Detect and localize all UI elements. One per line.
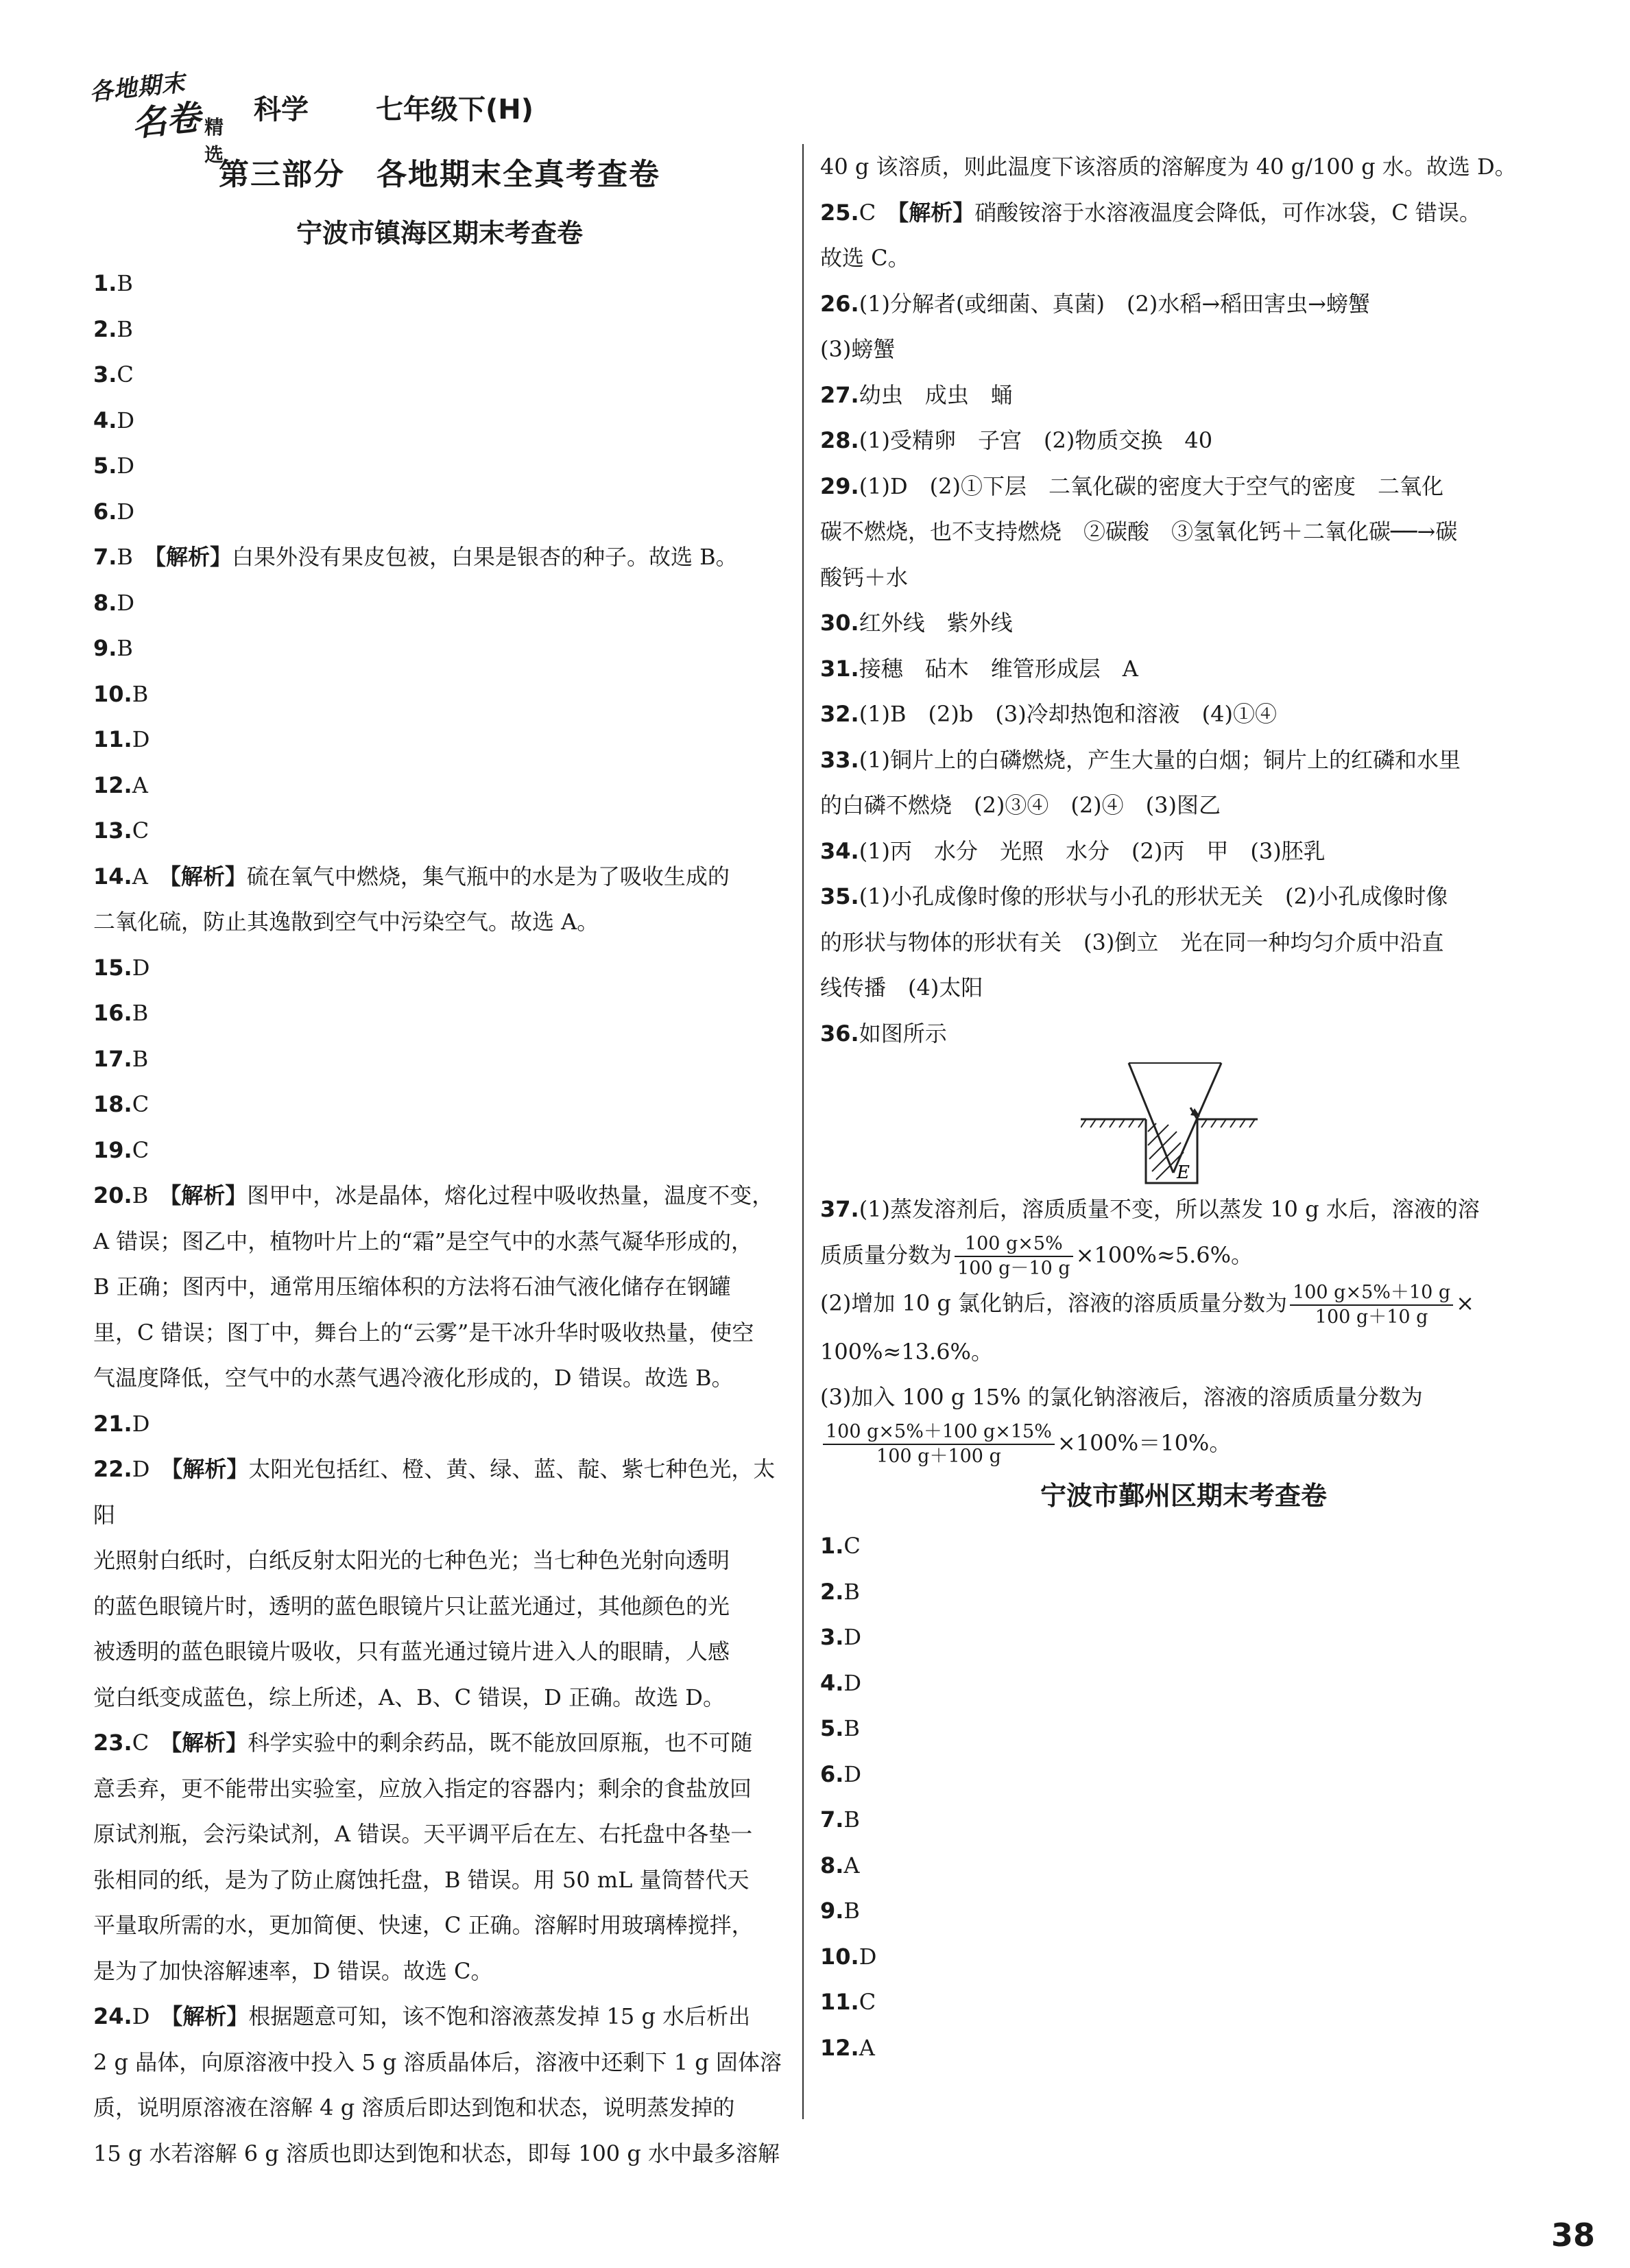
analysis-text: 根据题意可知，该不饱和溶液蒸发掉 15 g 水后析出: [248, 2003, 751, 2029]
answer-item: [820, 646, 1547, 692]
answer-choice: D: [843, 1760, 862, 1787]
answer-37-text: 质质量分数为: [820, 1241, 952, 1268]
answer-choice: 接穗 砧木 维管形成层 A: [859, 655, 1138, 682]
answer-item: [93, 625, 786, 671]
answer-choice: (1)铜片上的白磷燃烧，产生大量的白烟；铜片上的红磷和水里: [859, 746, 1461, 773]
answer-number: 7.: [93, 544, 117, 570]
answer-choice: D: [117, 453, 135, 479]
answer-list-zhenhai-right: [820, 144, 1547, 1056]
answer-choice: B: [117, 270, 133, 296]
answer-number: 1.: [820, 1533, 844, 1559]
answer-choice: A: [132, 772, 148, 798]
answer-continuation: 40 g 该溶质，则此温度下该溶质的溶解度为 40 g/100 g 水。故选 D。: [820, 154, 1517, 180]
answer-number: 35.: [820, 883, 859, 909]
answer-item: [820, 2025, 1547, 2071]
answer-item: [820, 1011, 1547, 1057]
fraction-2-denominator: 100 g＋10 g: [1315, 1306, 1428, 1328]
answer-item: [93, 671, 786, 717]
answer-choice: B: [843, 1806, 860, 1833]
answer-item: [820, 1660, 1547, 1706]
answer-continuation: (3)螃蟹: [820, 336, 896, 362]
answer-number: 24.: [93, 2003, 132, 2029]
answer-number: 6.: [820, 1760, 844, 1787]
answer-number: 13.: [93, 817, 132, 844]
answer-choice: B: [117, 315, 133, 342]
answer-item: [93, 1720, 786, 1766]
answer-item: [820, 1752, 1547, 1798]
answer-number: 6.: [93, 498, 117, 525]
answer-number: 3.: [93, 361, 117, 387]
fraction-3-denominator: 100 g＋100 g: [876, 1446, 1001, 1467]
analysis-text: 白果外没有果皮包被，白果是银杏的种子。故选 B。: [231, 544, 738, 570]
answer-number: 21.: [93, 1410, 132, 1437]
answer-continuation: 2 g 晶体，向原溶液中投入 5 g 溶质晶体后，溶液中还剩下 1 g 固体溶: [93, 2049, 782, 2075]
fraction-2: [1290, 1281, 1453, 1329]
answer-continuation: B 正确；图丙中，通常用压缩体积的方法将石油气液化储存在钢罐: [93, 1274, 731, 1300]
left-column: [93, 144, 786, 2176]
answer-number: 31.: [820, 655, 859, 682]
answer-number: 25.: [820, 199, 859, 226]
answer-choice: C: [132, 817, 149, 844]
answer-continuation: 的白磷不燃烧 (2)③④ (2)④ (3)图乙: [820, 792, 1221, 818]
answer-37: [820, 1186, 1547, 1232]
answer-item: [93, 352, 786, 398]
analysis-tag: 【解析】: [898, 199, 975, 226]
logo-line3: 精选: [204, 116, 224, 166]
answer-choice: C: [117, 361, 134, 387]
answer-number: 32.: [820, 701, 859, 727]
answer-37-number: 37.: [820, 1196, 859, 1222]
answer-number: 27.: [820, 381, 859, 408]
answer-continuation: 被透明的蓝色眼镜片吸收，只有蓝光通过镜片进入人的眼睛，人感: [93, 1638, 730, 1664]
analysis-text: 硫在氧气中燃烧，集气瓶中的水是为了吸收生成的: [246, 863, 730, 890]
answer-choice: (1)B (2)b (3)冷却热饱和溶液 (4)①④: [859, 701, 1278, 727]
answer-item: [93, 261, 786, 307]
answer-number: 23.: [93, 1730, 132, 1756]
answer-item: [93, 1036, 786, 1082]
answer-continuation: 张相同的纸，是为了防止腐蚀托盘，B 错误。用 50 mL 量筒替代天: [93, 1866, 750, 1893]
answer-choice: C: [132, 1091, 149, 1117]
answer-number: 4.: [93, 407, 117, 433]
answer-item: [820, 281, 1547, 327]
answer-number: 4.: [820, 1669, 844, 1696]
answer-number: 15.: [93, 954, 132, 981]
answer-choice: C: [859, 199, 876, 226]
answer-number: 5.: [820, 1715, 844, 1741]
analysis-tag: 【解析】: [154, 544, 232, 570]
answer-continuation: 是为了加快溶解速率，D 错误。故选 C。: [93, 1957, 493, 1984]
answer-item: [93, 1446, 786, 1538]
answer-item: [820, 418, 1547, 464]
answer-choice: (1)丙 水分 光照 水分 (2)丙 甲 (3)胚乳: [859, 837, 1326, 864]
answer-number: 19.: [93, 1136, 132, 1163]
answer-37-part3b: [820, 1420, 1547, 1469]
answer-37-line2: [820, 1232, 1547, 1281]
answer-item: [820, 874, 1547, 920]
answer-37-line1: (1)蒸发溶剂后，溶质质量不变，所以蒸发 10 g 水后，溶液的溶: [859, 1196, 1480, 1222]
answer-number: 2.: [820, 1578, 844, 1605]
answer-item: [93, 398, 786, 444]
series-logo: [88, 69, 233, 166]
analysis-text: 图甲中，冰是晶体，熔化过程中吸收热量，温度不变，: [247, 1182, 774, 1208]
answer-number: 26.: [820, 290, 859, 317]
fraction-1-numerator: 100 g×5%: [955, 1232, 1073, 1257]
answer-number: 36.: [820, 1020, 859, 1047]
answer-continuation: 光照射白纸时，白纸反射太阳光的七种色光；当七种色光射向透明: [93, 1547, 730, 1573]
answer-number: 14.: [93, 863, 132, 890]
analysis-tag: 【解析】: [171, 1456, 249, 1482]
answer-item: [93, 854, 786, 900]
answer-continuation: 觉白纸变成蓝色，综上所述，A、B、C 错误，D 正确。故选 D。: [93, 1684, 725, 1710]
answer-choice: A: [859, 2034, 875, 2061]
answer-continuation: 碳不燃烧，也不支持燃烧 ②碳酸 ③氢氧化钙＋二氧化碳──→碳: [820, 518, 1458, 545]
answer-continuation: 酸钙＋水: [820, 564, 909, 590]
answer-choice: D: [117, 498, 135, 525]
answer-item: [93, 717, 786, 763]
answer-item: [93, 443, 786, 489]
answer-item: [820, 1797, 1547, 1843]
answer-choice: B: [117, 635, 133, 661]
answer-number: 16.: [93, 1000, 132, 1026]
subject-label: 科学: [254, 94, 309, 126]
answer-choice: D: [132, 726, 150, 752]
refraction-figure: [820, 1056, 1547, 1186]
answer-choice: 红外线 紫外线: [859, 610, 1013, 636]
answer-37-part2-times: ×: [1456, 1290, 1474, 1316]
answer-choice: D: [132, 954, 150, 981]
answer-continuation: 平量取所需的水，更加简便、快速，C 正确。溶解时用玻璃棒搅拌，: [93, 1912, 754, 1938]
answer-37-part2b: 100%≈13.6%。: [820, 1338, 993, 1365]
answer-number: 10.: [93, 680, 132, 707]
answer-choice: B: [843, 1578, 860, 1605]
answer-item: [820, 1979, 1547, 2025]
answer-number: 22.: [93, 1456, 132, 1482]
answer-choice: D: [859, 1943, 877, 1970]
answer-choice: C: [132, 1730, 149, 1756]
answer-choice: D: [843, 1669, 862, 1696]
answer-continuation: A 错误；图乙中，植物叶片上的“霜”是空气中的水蒸气凝华形成的，: [93, 1228, 754, 1254]
part-title: 第三部分 各地期末全真考查卷: [219, 157, 660, 192]
answer-choice: (1)D (2)①下层 二氧化碳的密度大于空气的密度 二氧化: [859, 473, 1444, 499]
answer-continuation: 质，说明原溶液在溶解 4 g 溶质后即达到饱和状态，说明蒸发掉的: [93, 2094, 735, 2121]
answer-choice: 幼虫 成虫 蛹: [859, 381, 1013, 408]
answer-item: [93, 307, 786, 353]
answer-choice: B: [132, 1182, 149, 1208]
answer-item: [820, 1888, 1547, 1934]
answer-number: 9.: [93, 635, 117, 661]
answer-item: [820, 600, 1547, 646]
figure-label-e: E: [1177, 1162, 1190, 1183]
answer-item: [93, 489, 786, 535]
answer-number: 12.: [93, 772, 132, 798]
answer-number: 34.: [820, 837, 859, 864]
answer-continuation: 意丢弃，更不能带出实验室，应放入指定的容器内；剩余的食盐放回: [93, 1775, 752, 1802]
answer-number: 18.: [93, 1091, 132, 1117]
analysis-text: 硝酸铵溶于水溶液温度会降低，可作冰袋，C 错误。: [974, 199, 1481, 226]
answer-item: [820, 190, 1547, 236]
answer-choice: D: [843, 1624, 862, 1650]
answer-choice: (1)分解者(或细菌、真菌) (2)水稻→稻田害虫→螃蟹: [859, 290, 1370, 317]
fraction-3-numerator: 100 g×5%＋100 g×15%: [823, 1420, 1055, 1445]
answer-item: [93, 580, 786, 626]
answer-continuation: 里，C 错误；图丁中，舞台上的“云雾”是干冰升华时吸收热量，使空: [93, 1319, 754, 1346]
answer-choice: B: [132, 1045, 149, 1072]
page-number: 38: [1551, 2217, 1596, 2254]
answer-item: [820, 1706, 1547, 1752]
answer-item: [93, 1401, 786, 1447]
answer-number: 10.: [820, 1943, 859, 1970]
answer-choice: D: [117, 407, 135, 433]
answer-item: [820, 464, 1547, 510]
answer-number: 30.: [820, 610, 859, 636]
column-divider: [802, 144, 804, 2119]
answer-choice: A: [843, 1852, 860, 1878]
answer-continuation: 原试剂瓶，会污染试剂，A 错误。天平调平后在左、右托盘中各垫一: [93, 1821, 753, 1847]
answer-item: [820, 1569, 1547, 1615]
answer-37-part2: [820, 1280, 1547, 1329]
answer-number: 28.: [820, 427, 859, 453]
answer-item: [820, 1523, 1547, 1569]
answer-number: 9.: [820, 1898, 844, 1924]
analysis-tag: 【解析】: [171, 1730, 248, 1756]
answer-continuation: 二氧化硫，防止其逸散到空气中污染空气。故选 A。: [93, 909, 599, 935]
answer-item: [820, 828, 1547, 874]
answer-choice: C: [132, 1136, 149, 1163]
answer-number: 20.: [93, 1182, 132, 1208]
answer-item: [93, 534, 786, 580]
answer-37-part2-text: (2)增加 10 g 氯化钠后，溶液的溶质质量分数为: [820, 1290, 1288, 1316]
answer-number: 5.: [93, 453, 117, 479]
analysis-text: 科学实验中的剩余药品，既不能放回原瓶，也不可随: [248, 1730, 753, 1756]
analysis-text: 太阳光包括红、橙、黄、绿、蓝、靛、紫七种色光，太阳: [93, 1456, 776, 1528]
answer-item: [820, 691, 1547, 737]
answer-item: [820, 1843, 1547, 1889]
fraction-1: [955, 1232, 1073, 1280]
answer-number: 11.: [93, 726, 132, 752]
section-title-yinzhou: 宁波市鄞州区期末考查卷: [1040, 1481, 1327, 1511]
analysis-tag: 【解析】: [169, 863, 247, 890]
answer-number: 17.: [93, 1045, 132, 1072]
answer-choice: 如图所示: [859, 1020, 947, 1047]
answer-number: 12.: [820, 2034, 859, 2061]
answer-list-zhenhai-left: [93, 261, 786, 2176]
answer-number: 3.: [820, 1624, 844, 1650]
answer-choice: C: [859, 1989, 876, 2015]
answer-choice: B: [132, 1000, 149, 1026]
answer-item: [93, 763, 786, 809]
answer-choice: A: [132, 863, 148, 890]
answer-item: [93, 1173, 786, 1219]
answer-list-yinzhou: [820, 1523, 1547, 2070]
answer-choice: B: [117, 544, 133, 570]
answer-item: [93, 1994, 786, 2040]
answer-number: 29.: [820, 473, 859, 499]
answer-continuation: 15 g 水若溶解 6 g 溶质也即达到饱和状态，即每 100 g 水中最多溶解: [93, 2140, 780, 2166]
answer-37-result3: ×100%＝10%。: [1057, 1429, 1232, 1456]
answer-item: [820, 1614, 1547, 1660]
answer-item: [93, 1082, 786, 1127]
answer-item: [820, 372, 1547, 418]
analysis-tag: 【解析】: [170, 1182, 248, 1208]
answer-choice: C: [843, 1533, 861, 1559]
answer-continuation: 故选 C。: [820, 245, 910, 271]
answer-choice: B: [843, 1715, 860, 1741]
answer-choice: D: [132, 1410, 150, 1437]
answer-continuation: 线传播 (4)太阳: [820, 975, 983, 1001]
answer-37-part3: (3)加入 100 g 15% 的氯化钠溶液后，溶液的溶质质量分数为: [820, 1384, 1423, 1410]
answer-continuation: 的形状与物体的形状有关 (3)倒立 光在同一种均匀介质中沿直: [820, 929, 1444, 955]
refraction-diagram: [1081, 1056, 1259, 1186]
fraction-3: [823, 1420, 1055, 1468]
answer-item: [820, 1934, 1547, 1980]
answer-item: [93, 808, 786, 854]
answer-item: [93, 945, 786, 991]
answer-choice: D: [132, 1456, 150, 1482]
answer-number: 11.: [820, 1989, 859, 2015]
answer-choice: B: [843, 1898, 860, 1924]
analysis-tag: 【解析】: [171, 2003, 249, 2029]
answer-number: 7.: [820, 1806, 844, 1833]
answer-item: [820, 737, 1547, 783]
answer-continuation: 气温度降低，空气中的水蒸气遇冷液化形成的，D 错误。故选 B。: [93, 1365, 734, 1391]
fraction-1-denominator: 100 g－10 g: [957, 1258, 1070, 1279]
answer-number: 1.: [93, 270, 117, 296]
answer-choice: (1)小孔成像时像的形状与小孔的形状无关 (2)小孔成像时像: [859, 883, 1448, 909]
answer-item: [93, 990, 786, 1036]
logo-line2: 名卷: [130, 96, 203, 145]
answer-number: 8.: [93, 589, 117, 616]
answer-number: 33.: [820, 746, 859, 773]
answer-item: [93, 1127, 786, 1173]
logo-line1: 各地期末: [88, 69, 187, 107]
right-column: [820, 144, 1547, 2070]
answer-number: 2.: [93, 315, 117, 342]
answer-choice: (1)受精卵 子宫 (2)物质交换 40: [859, 427, 1213, 453]
answer-number: 8.: [820, 1852, 844, 1878]
answer-continuation: 的蓝色眼镜片时，透明的蓝色眼镜片只让蓝光通过，其他颜色的光: [93, 1592, 730, 1619]
fraction-2-numerator: 100 g×5%＋10 g: [1290, 1281, 1453, 1306]
section-title-zhenhai: 宁波市镇海区期末考查卷: [296, 218, 583, 248]
grade-label: 七年级下(H): [376, 94, 534, 126]
answer-37-result1: ×100%≈5.6%。: [1075, 1241, 1254, 1268]
answer-choice: B: [132, 680, 149, 707]
answer-choice: D: [132, 2003, 150, 2029]
answer-choice: D: [117, 589, 135, 616]
